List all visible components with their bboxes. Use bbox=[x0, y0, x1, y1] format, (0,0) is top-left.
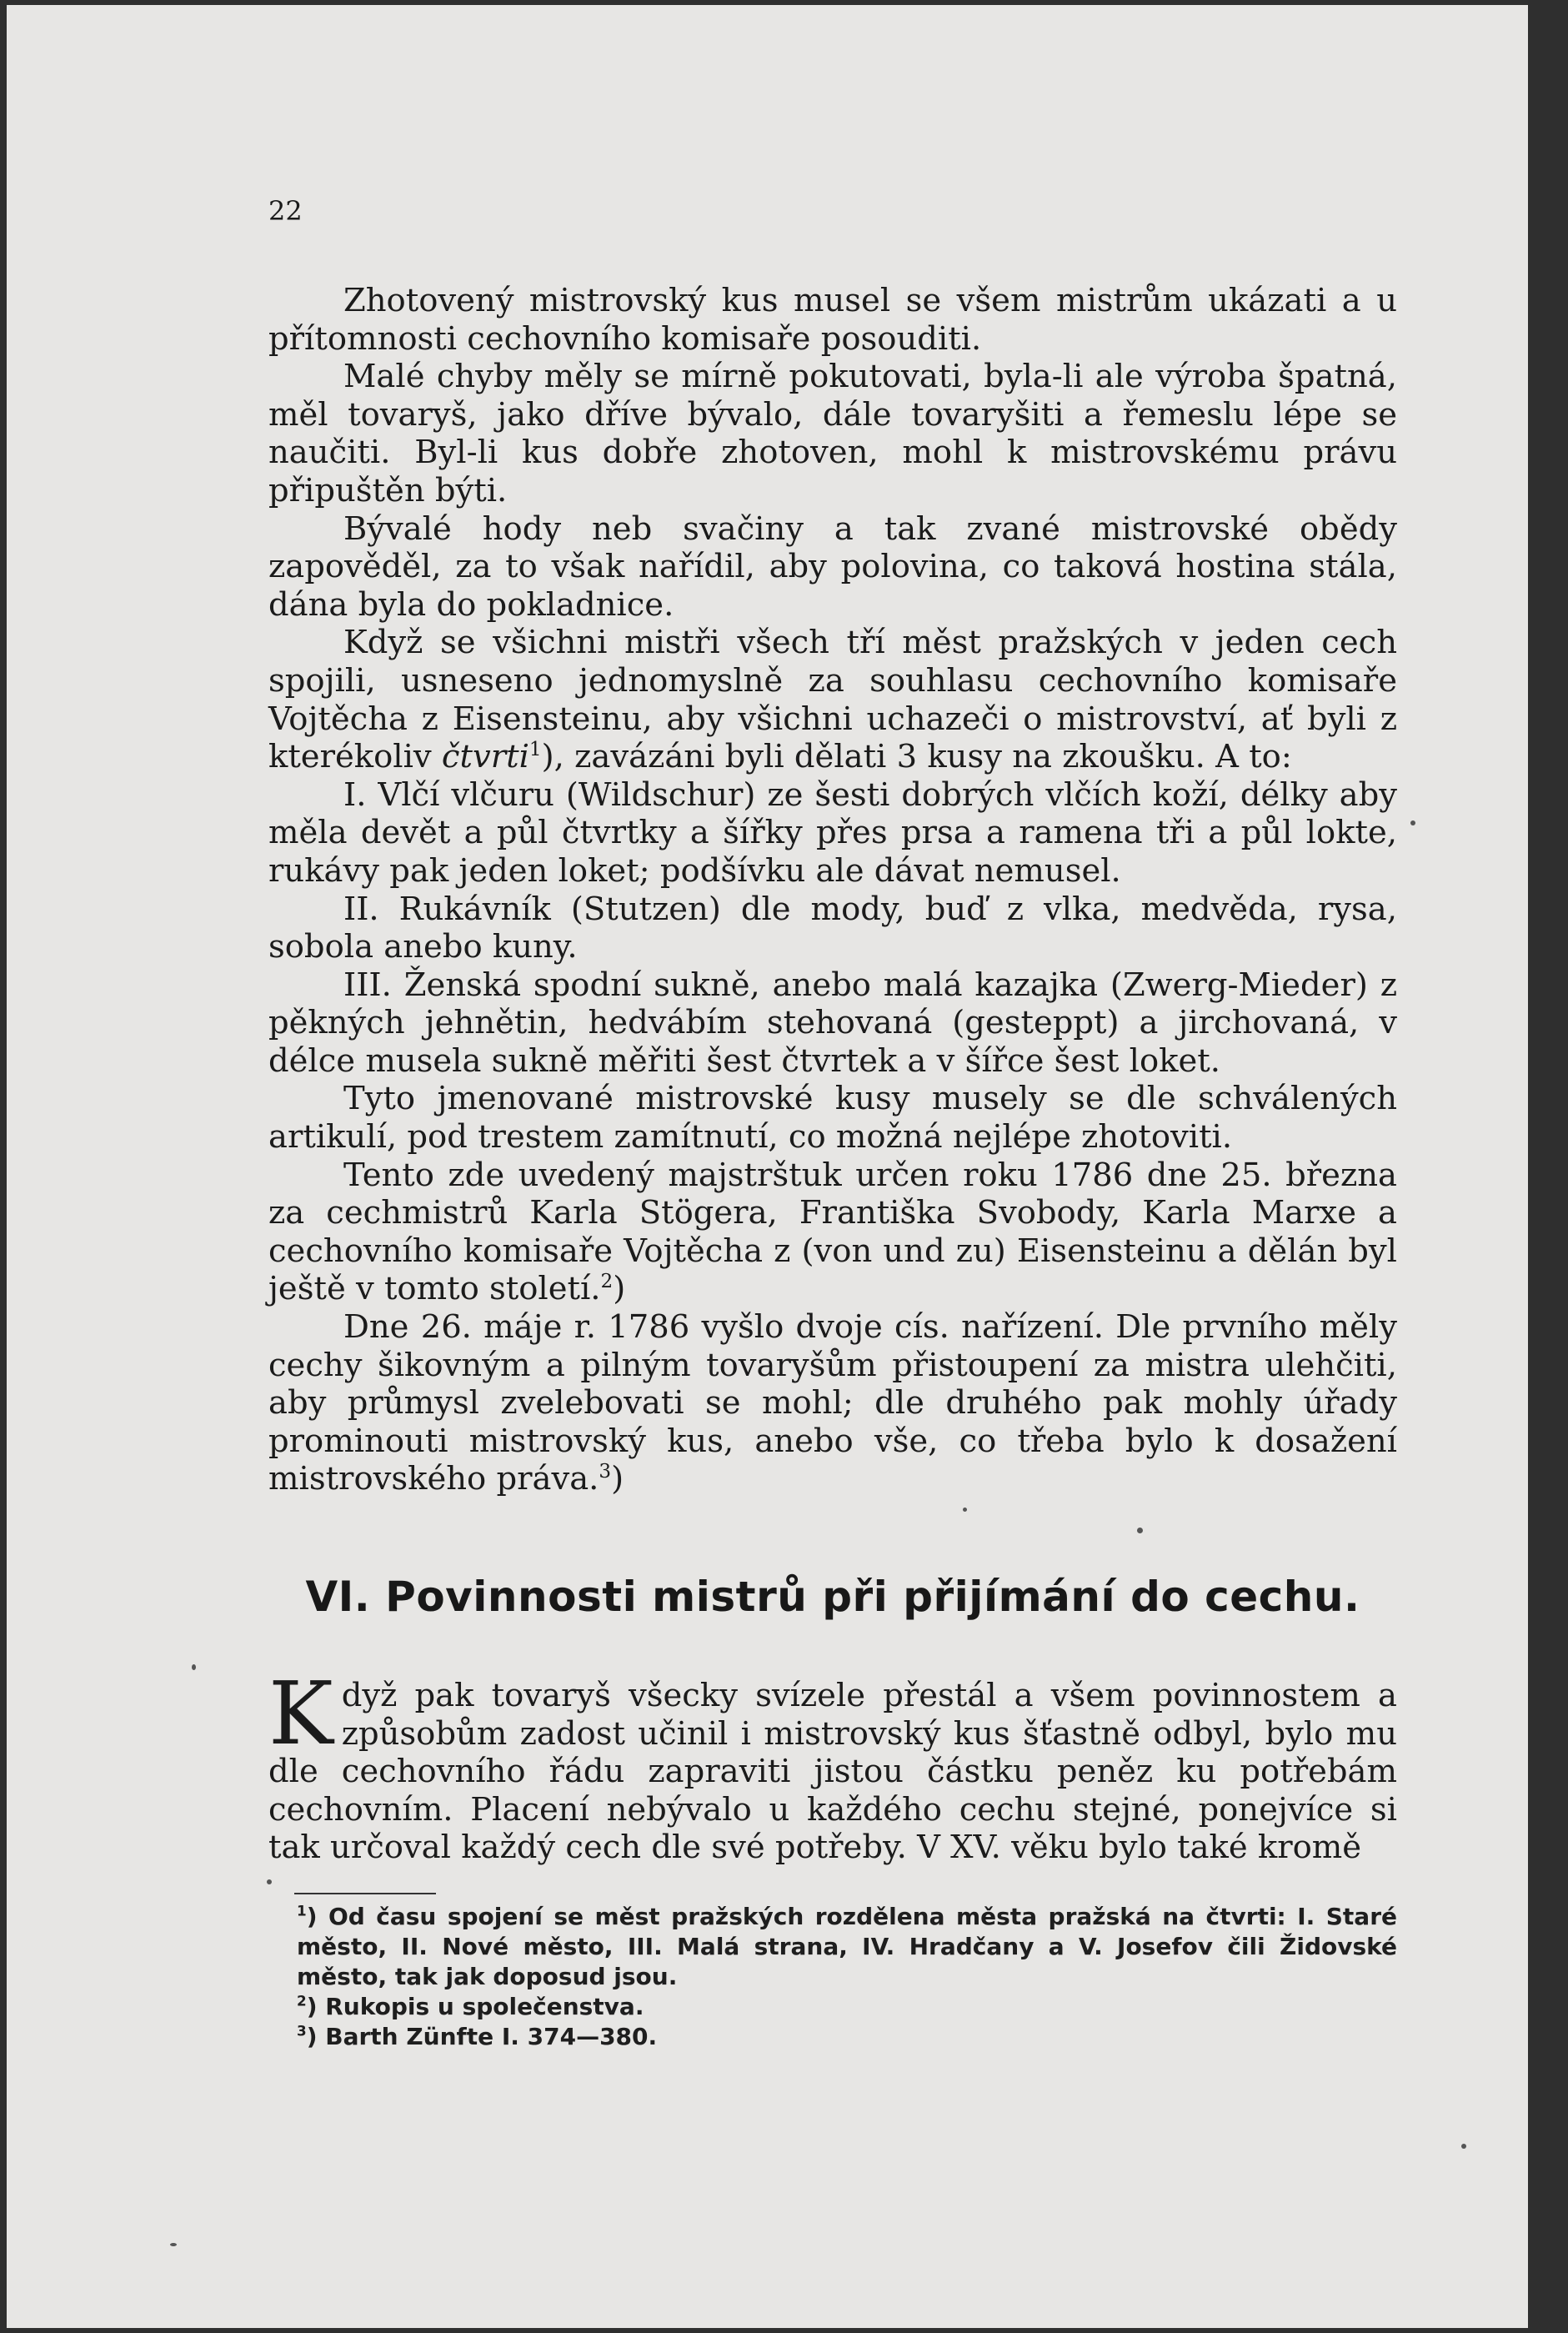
paragraph-4-text: Když se všichni mistři všech tří měst pražských v jeden cech spojili, usneseno jednomyslně za souhlasu cechovního komisaře Vojtěcha z Eisensteinu, aby všichni uchazeči o mistrovství, ať byli z kterékoliv bbox=[268, 624, 1397, 776]
paragraph-tyto: Tyto jmenované mistrovské kusy musely se dle schválených artikulí, pod trestem zamítnutí, co možná nejlépe zhotoviti. bbox=[268, 1080, 1397, 1156]
paragraph-dne bbox=[268, 1308, 1397, 1498]
italic-term: čtvrti bbox=[441, 738, 529, 776]
footnote-divider bbox=[294, 1893, 436, 1894]
footnote-mark: 2 bbox=[297, 1992, 307, 2009]
footnote-text: ) Od času spojení se měst pražských rozdělena města pražská na čtvrti: I. Staré město, II. Nové město, III. Malá strana, IV. Hradčany a V. Josefov čili Židovské město, tak jak doposud jsou. bbox=[297, 1903, 1397, 1990]
paragraph-tento-text: Tento zde uvedený majstrštuk určen roku 1786 dne 25. března za cechmistrů Karla Stögera, Františka Svobody, Karla Marxe a cechovního komisaře Vojtěcha z (von und zu) Eisensteinu a dělán byl ještě v tomto století. bbox=[268, 1156, 1397, 1308]
section-paragraph-text: dyž pak tovaryš všecky svízele přestál a všem povinnostem a způsobům zadost učinil i mistrovský kus šťastně odbyl, bylo mu dle cechovního řádu zapraviti jistou částku peněz ku potřebám cechovním. Placení nebývalo u každého cechu stejné, ponejvíce si tak určoval každý cech dle své potřeby. V XV. věku bylo také kromě bbox=[268, 1677, 1397, 1867]
section-text bbox=[268, 1663, 1397, 1867]
closing-paren: ) bbox=[613, 1270, 626, 1308]
footnote-ref: 1 bbox=[529, 739, 542, 761]
footnote-ref: 3 bbox=[599, 1461, 612, 1483]
closing-paren: ) bbox=[611, 1460, 624, 1498]
book-page bbox=[7, 5, 1528, 2328]
footnote-text: ) Barth Zünfte I. 374—380. bbox=[306, 2023, 658, 2050]
scan-speck bbox=[1137, 1528, 1143, 1533]
item-2: II. Rukávník (Stutzen) dle mody, buď z vlka, medvěda, rysa, sobola anebo kuny. bbox=[268, 890, 1397, 966]
paragraph-3: Bývalé hody neb svačiny a tak zvané mistrovské obědy zapověděl, za to však nařídil, aby polovina, co taková hostina stála, dána byla do pokladnice. bbox=[268, 509, 1397, 624]
footnote-text: ) Rukopis u společenstva. bbox=[306, 1993, 644, 2020]
footnote-3 bbox=[268, 2022, 1397, 2052]
footnote-2 bbox=[268, 1992, 1397, 2022]
scan-speck bbox=[170, 2243, 177, 2246]
paragraph-tento bbox=[268, 1156, 1397, 1308]
footnote-mark: 3 bbox=[297, 2022, 307, 2039]
scan-speck bbox=[1461, 2144, 1466, 2149]
drop-cap: K bbox=[268, 1663, 333, 1764]
paragraph-dne-text: Dne 26. máje r. 1786 vyšlo dvoje cís. nařízení. Dle prvního měly cechy šikovným a pilným tovaryšům přistoupení za mistra ulehčiti, aby průmysl zvelebovati se mohl; dle druhého pak mohly úřady prominouti mistrovský kus, anebo vše, co třeba bylo k dosažení mistrovského práva. bbox=[268, 1308, 1397, 1498]
paragraph-4-tail: ), zavázáni byli dělati 3 kusy na zkoušku. A to: bbox=[541, 738, 1292, 776]
footnote-ref: 2 bbox=[600, 1271, 614, 1293]
paragraph-1: Zhotovený mistrovský kus musel se všem mistrům ukázati a u přítomnosti cechovního komisaře posouditi. bbox=[268, 282, 1397, 358]
main-text bbox=[268, 282, 1397, 1498]
footnotes bbox=[268, 1902, 1397, 2052]
page-number: 22 bbox=[268, 195, 303, 227]
section-heading: VI. Povinnosti mistrů při přijímání do cechu. bbox=[305, 1573, 1360, 1621]
paragraph-2: Malé chyby měly se mírně pokutovati, byla-li ale výroba špatná, měl tovaryš, jako dříve bývalo, dále tovaryšiti a řemeslu lépe se naučiti. Byl-li kus dobře zhotoven, mohl k mistrovskému právu připuštěn býti. bbox=[268, 358, 1397, 509]
paragraph-4 bbox=[268, 624, 1397, 775]
item-3: III. Ženská spodní sukně, anebo malá kazajka (Zwerg-Mieder) z pěkných jehnětin, hedvábím stehovaná (gesteppt) a jirchovaná, v délce musela sukně měřiti šest čtvrtek a v šířce šest loket. bbox=[268, 966, 1397, 1080]
scan-speck bbox=[963, 1508, 967, 1512]
scan-speck bbox=[192, 1664, 196, 1670]
footnote-mark: 1 bbox=[297, 1902, 307, 1919]
scan-speck bbox=[1410, 820, 1415, 825]
item-1: I. Vlčí vlčuru (Wildschur) ze šesti dobrých vlčích koží, délky aby měla devět a půl čtvrtky a šířky přes prsa a ramena tři a půl lokte, rukávy pak jeden loket; podšívku ale dávat nemusel. bbox=[268, 775, 1397, 890]
section-paragraph bbox=[268, 1663, 1397, 1867]
footnote-1 bbox=[268, 1902, 1397, 1992]
scan-speck bbox=[267, 1879, 272, 1884]
